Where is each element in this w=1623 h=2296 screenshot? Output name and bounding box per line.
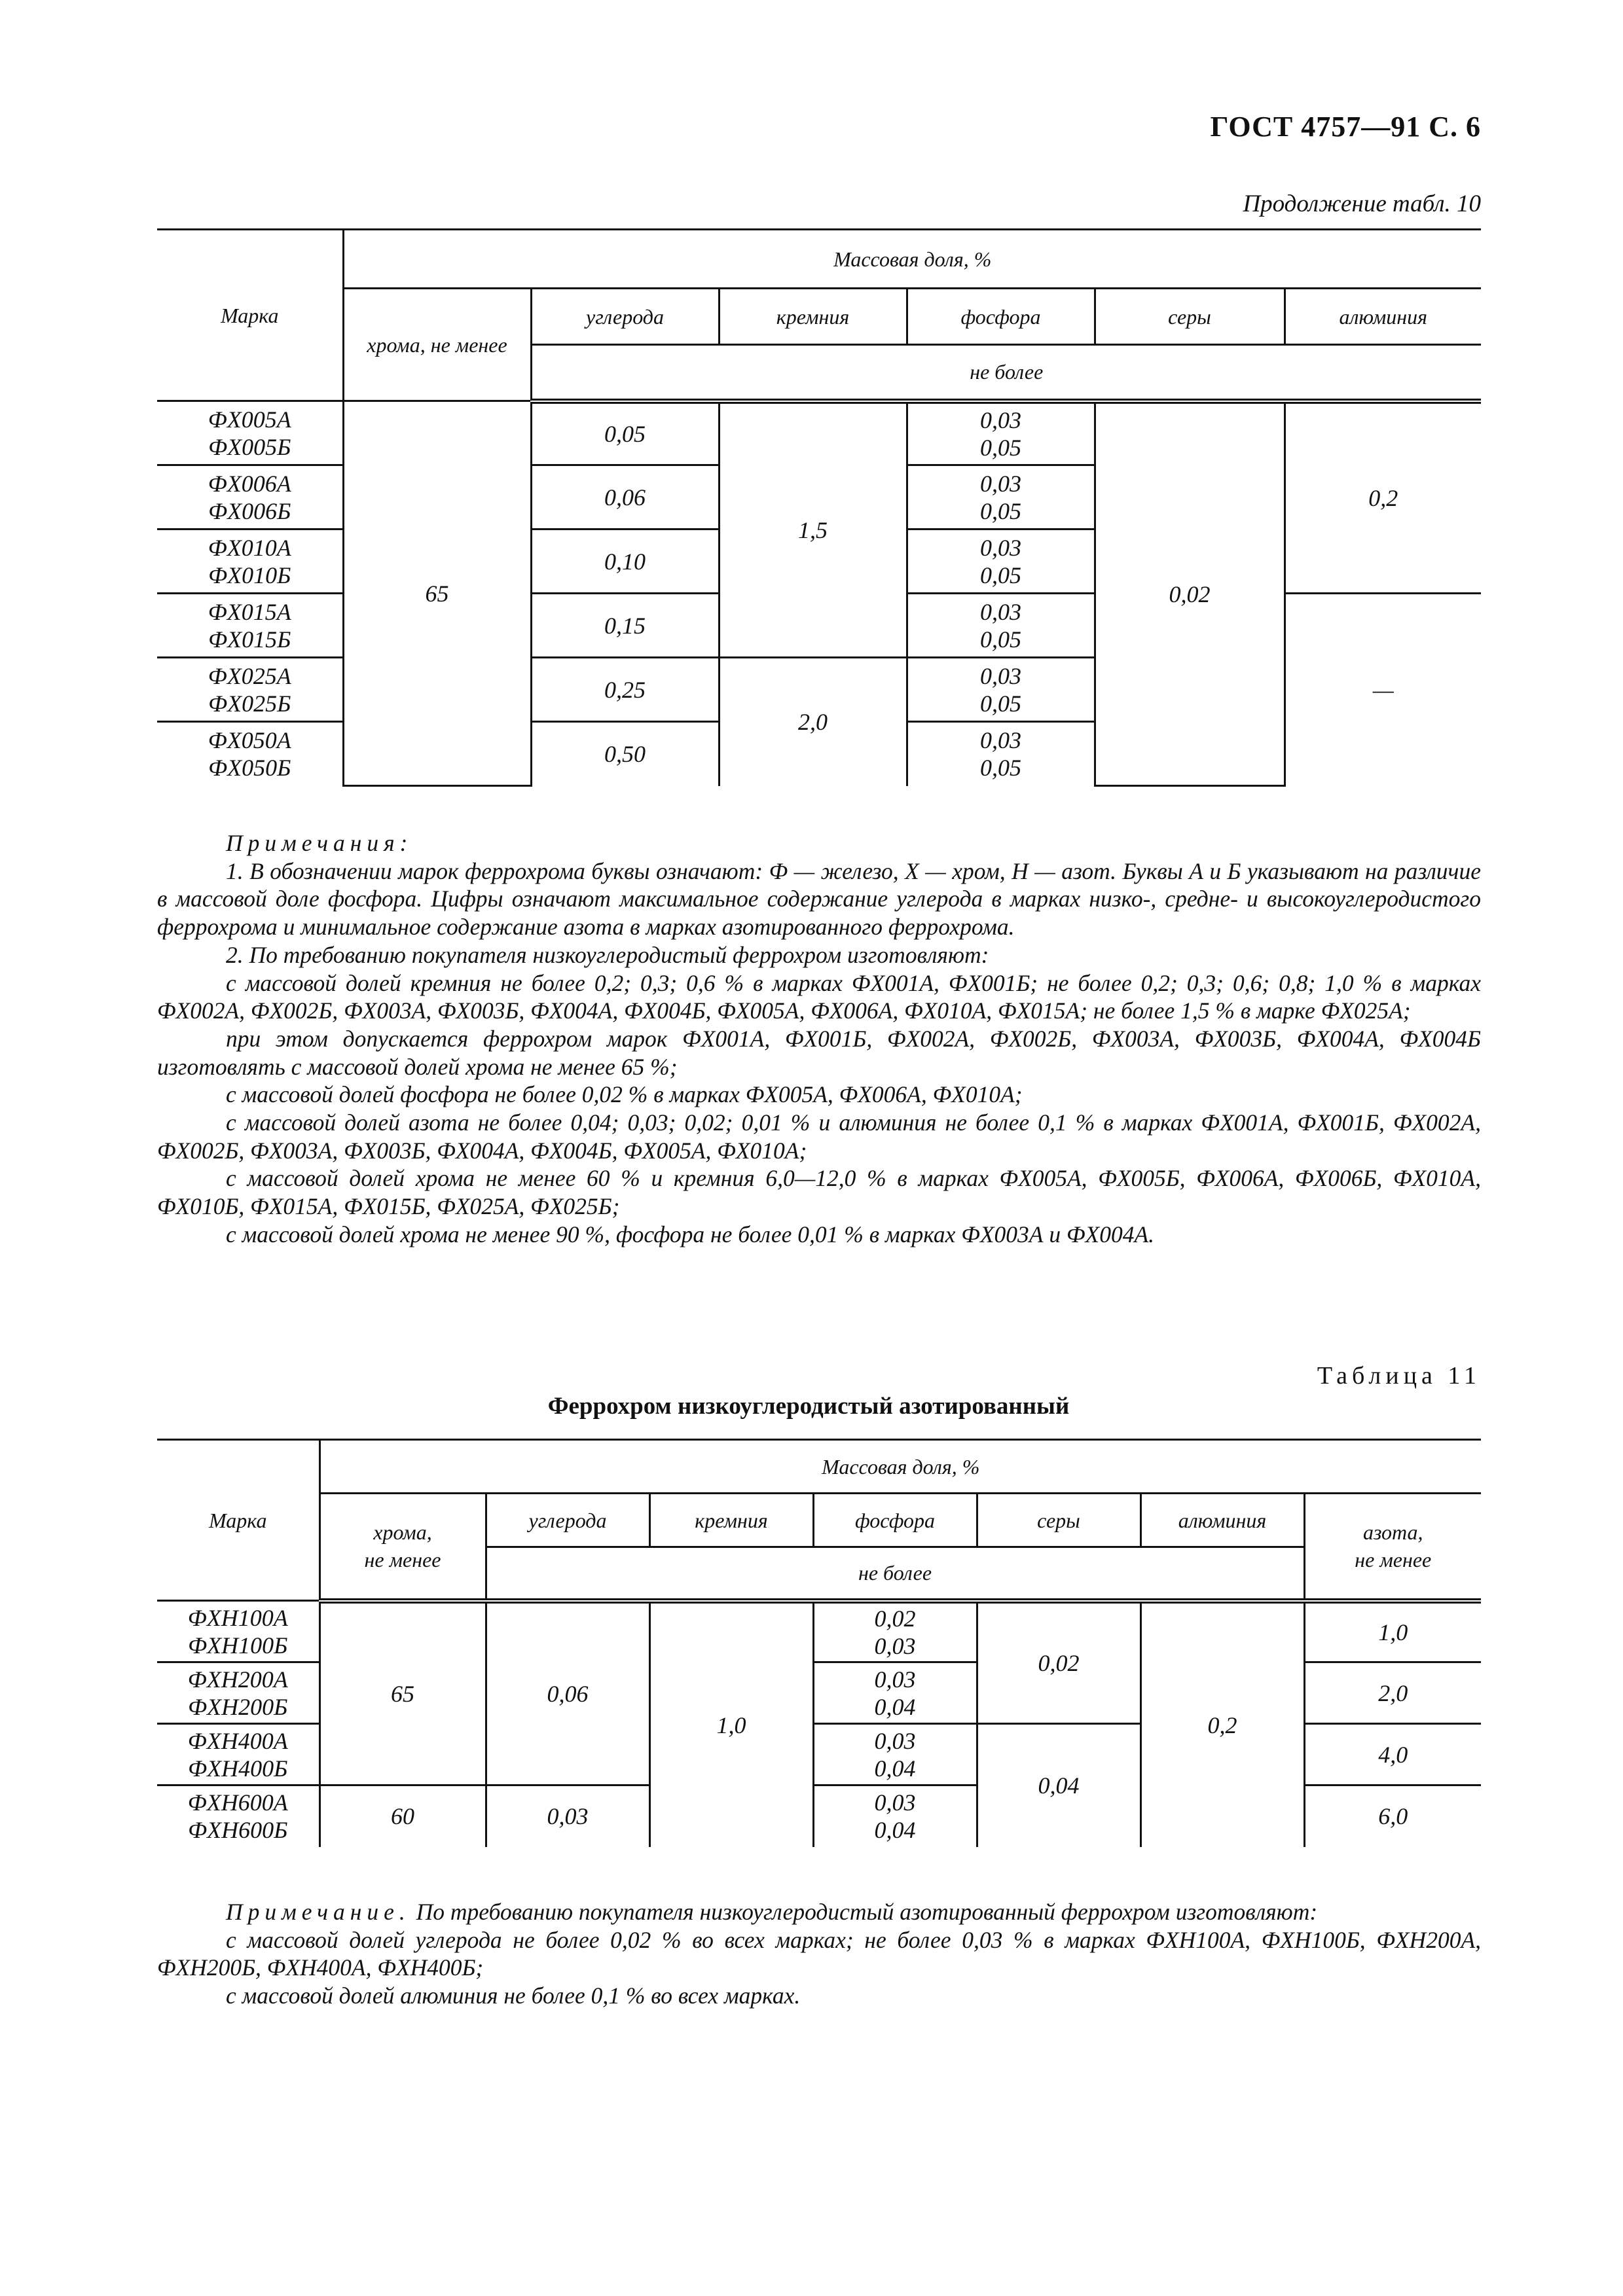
- grade-cell: ФХН100А ФХН100Б: [157, 1601, 319, 1662]
- note-2: 2. По требованию покупателя низкоуглеродистый феррохром изготовляют:: [226, 941, 989, 968]
- carbon-cell: 0,06: [531, 465, 719, 529]
- note-2-item: с массовой долей азота не более 0,04; 0,03; 0,02; 0,01 % и алюминия не более 0,1 % в марках ФХ001А, ФХ001Б, ФХ002А, ФХ002Б, ФХ003А, ФХ003Б, ФХ004А, ФХ004Б, ФХ005А, ФХ010А;: [157, 1109, 1481, 1164]
- grade-cell: ФХ010А ФХ010Б: [157, 529, 343, 594]
- header-max: не более: [486, 1547, 1304, 1601]
- phosphorus-cell: 0,03 0,04: [813, 1724, 977, 1785]
- phosphorus-cell: 0,03 0,05: [907, 658, 1095, 722]
- header-phosphorus: фосфора: [907, 289, 1095, 345]
- header-chrome: хрома, не менее: [343, 289, 531, 401]
- grade-cell: ФХН400А ФХН400Б: [157, 1724, 319, 1785]
- header-carbon: углерода: [486, 1494, 649, 1547]
- phosphorus-cell: 0,03 0,05: [907, 529, 1095, 594]
- phosphorus-cell: 0,02 0,03: [813, 1601, 977, 1662]
- table-11: [157, 1439, 1481, 1847]
- silicon-cell: 1,0: [649, 1601, 813, 1847]
- note-text: По требованию покупателя низкоуглеродистый азотированный феррохром изготовляют:: [416, 1899, 1318, 1925]
- note-1: 1. В обозначении марок феррохрома буквы означают: Ф — железо, Х — хром, Н — азот. Буквы А и Б указывают на различие в массовой доле фосфора. Цифры означают максимальное содержание углерода в марках низко-, средне- и высокоуглеродистого феррохрома и минимальное содержание азота в марках азотированного феррохрома.: [157, 857, 1481, 941]
- grade-cell: ФХ006А ФХ006Б: [157, 465, 343, 529]
- sulfur-cell: 0,02: [1095, 401, 1285, 786]
- table-10: [157, 228, 1481, 787]
- carbon-cell: 0,25: [531, 658, 719, 722]
- carbon-cell: 0,15: [531, 594, 719, 658]
- notes-title: Примечания:: [226, 830, 413, 856]
- phosphorus-cell: 0,03 0,04: [813, 1785, 977, 1847]
- carbon-cell: 0,50: [531, 722, 719, 786]
- header-aluminum: алюминия: [1140, 1494, 1304, 1547]
- header-aluminum: алюминия: [1285, 289, 1481, 345]
- note-item: с массовой долей углерода не более 0,02 % во всех марках; не более 0,03 % в марках ФХН100А, ФХН100Б, ФХН200А, ФХН200Б, ФХН400А, ФХН400Б;: [157, 1926, 1481, 1981]
- phosphorus-cell: 0,03 0,05: [907, 594, 1095, 658]
- note-2-item: с массовой долей фосфора не более 0,02 % в марках ФХ005А, ФХ006А, ФХ010А;: [226, 1081, 1023, 1108]
- header-nitrogen: азота, не менее: [1304, 1494, 1481, 1601]
- carbon-cell: 0,03: [486, 1785, 649, 1847]
- header-sulfur: серы: [977, 1494, 1140, 1547]
- note-line: [157, 1898, 1481, 1926]
- header-silicon: кремния: [719, 289, 907, 345]
- header-grade: Марка: [157, 230, 343, 401]
- note-2-item: с массовой долей кремния не более 0,2; 0,3; 0,6 % в марках ФХ001А, ФХ001Б; не более 0,2; 0,3; 0,6; 0,8; 1,0 % в марках ФХ002А, ФХ002Б, ФХ003А, ФХ003Б, ФХ004А, ФХ004Б, ФХ005А, ФХ006А, ФХ010А, ФХ015А; не более 1,5 % в марке ФХ025А;: [157, 969, 1481, 1024]
- note-title: Примечание.: [226, 1899, 410, 1925]
- aluminum-cell: 0,2: [1285, 401, 1481, 594]
- grade-cell: ФХ015А ФХ015Б: [157, 594, 343, 658]
- note-2-item: с массовой долей хрома не менее 90 %, фосфора не более 0,01 % в марках ФХ003А и ФХ004А.: [226, 1221, 1155, 1247]
- header-silicon: кремния: [649, 1494, 813, 1547]
- header-mass-fraction: Массовая доля, %: [343, 230, 1481, 289]
- note-2-item: при этом допускается феррохром марок ФХ001А, ФХ001Б, ФХ002А, ФХ002Б, ФХ003А, ФХ003Б, ФХ004А, ФХ004Б изготовлять с массовой долей хрома не менее 65 %;: [157, 1025, 1481, 1080]
- chrome-cell: 65: [319, 1601, 486, 1785]
- table-continuation-label: Продолжение табл. 10: [1243, 190, 1481, 217]
- note-item: с массовой долей алюминия не более 0,1 % во всех марках.: [226, 1982, 801, 2009]
- header-carbon: углерода: [531, 289, 719, 345]
- header-mass-fraction: Массовая доля, %: [319, 1440, 1481, 1494]
- table-11-caption: Таблица 11: [1317, 1362, 1481, 1390]
- grade-cell: ФХН600А ФХН600Б: [157, 1785, 319, 1847]
- header-chrome: хрома, не менее: [319, 1494, 486, 1601]
- phosphorus-cell: 0,03 0,04: [813, 1662, 977, 1724]
- carbon-cell: 0,10: [531, 529, 719, 594]
- silicon-cell: 1,5: [719, 401, 907, 658]
- phosphorus-cell: 0,03 0,05: [907, 722, 1095, 786]
- header-max: не более: [531, 345, 1481, 401]
- nitrogen-cell: 6,0: [1304, 1785, 1481, 1847]
- note-2-item: с массовой долей хрома не менее 60 % и кремния 6,0—12,0 % в марках ФХ005А, ФХ005Б, ФХ006А, ФХ006Б, ФХ010А, ФХ010Б, ФХ015А, ФХ015Б, ФХ025А, ФХ025Б;: [157, 1165, 1481, 1220]
- sulfur-cell: 0,04: [977, 1724, 1140, 1847]
- header-phosphorus: фосфора: [813, 1494, 977, 1547]
- nitrogen-cell: 4,0: [1304, 1724, 1481, 1785]
- aluminum-cell: —: [1285, 594, 1481, 786]
- carbon-cell: 0,06: [486, 1601, 649, 1785]
- nitrogen-cell: 2,0: [1304, 1662, 1481, 1724]
- grade-cell: ФХН200А ФХН200Б: [157, 1662, 319, 1724]
- page-header: ГОСТ 4757—91 С. 6: [1210, 111, 1481, 143]
- phosphorus-cell: 0,03 0,05: [907, 401, 1095, 465]
- table-10-notes: [157, 829, 1481, 1249]
- carbon-cell: 0,05: [531, 401, 719, 465]
- grade-cell: ФХ005А ФХ005Б: [157, 401, 343, 465]
- header-sulfur: серы: [1095, 289, 1285, 345]
- table-11-title: Феррохром низкоуглеродистый азотированный: [547, 1393, 1070, 1420]
- grade-cell: ФХ050А ФХ050Б: [157, 722, 343, 786]
- phosphorus-cell: 0,03 0,05: [907, 465, 1095, 529]
- table-11-notes: [157, 1898, 1481, 2010]
- nitrogen-cell: 1,0: [1304, 1601, 1481, 1662]
- grade-cell: ФХ025А ФХ025Б: [157, 658, 343, 722]
- silicon-cell: 2,0: [719, 658, 907, 786]
- chrome-cell: 65: [343, 401, 531, 786]
- aluminum-cell: 0,2: [1140, 1601, 1304, 1847]
- header-grade: Марка: [157, 1440, 319, 1601]
- sulfur-cell: 0,02: [977, 1601, 1140, 1724]
- chrome-cell: 60: [319, 1785, 486, 1847]
